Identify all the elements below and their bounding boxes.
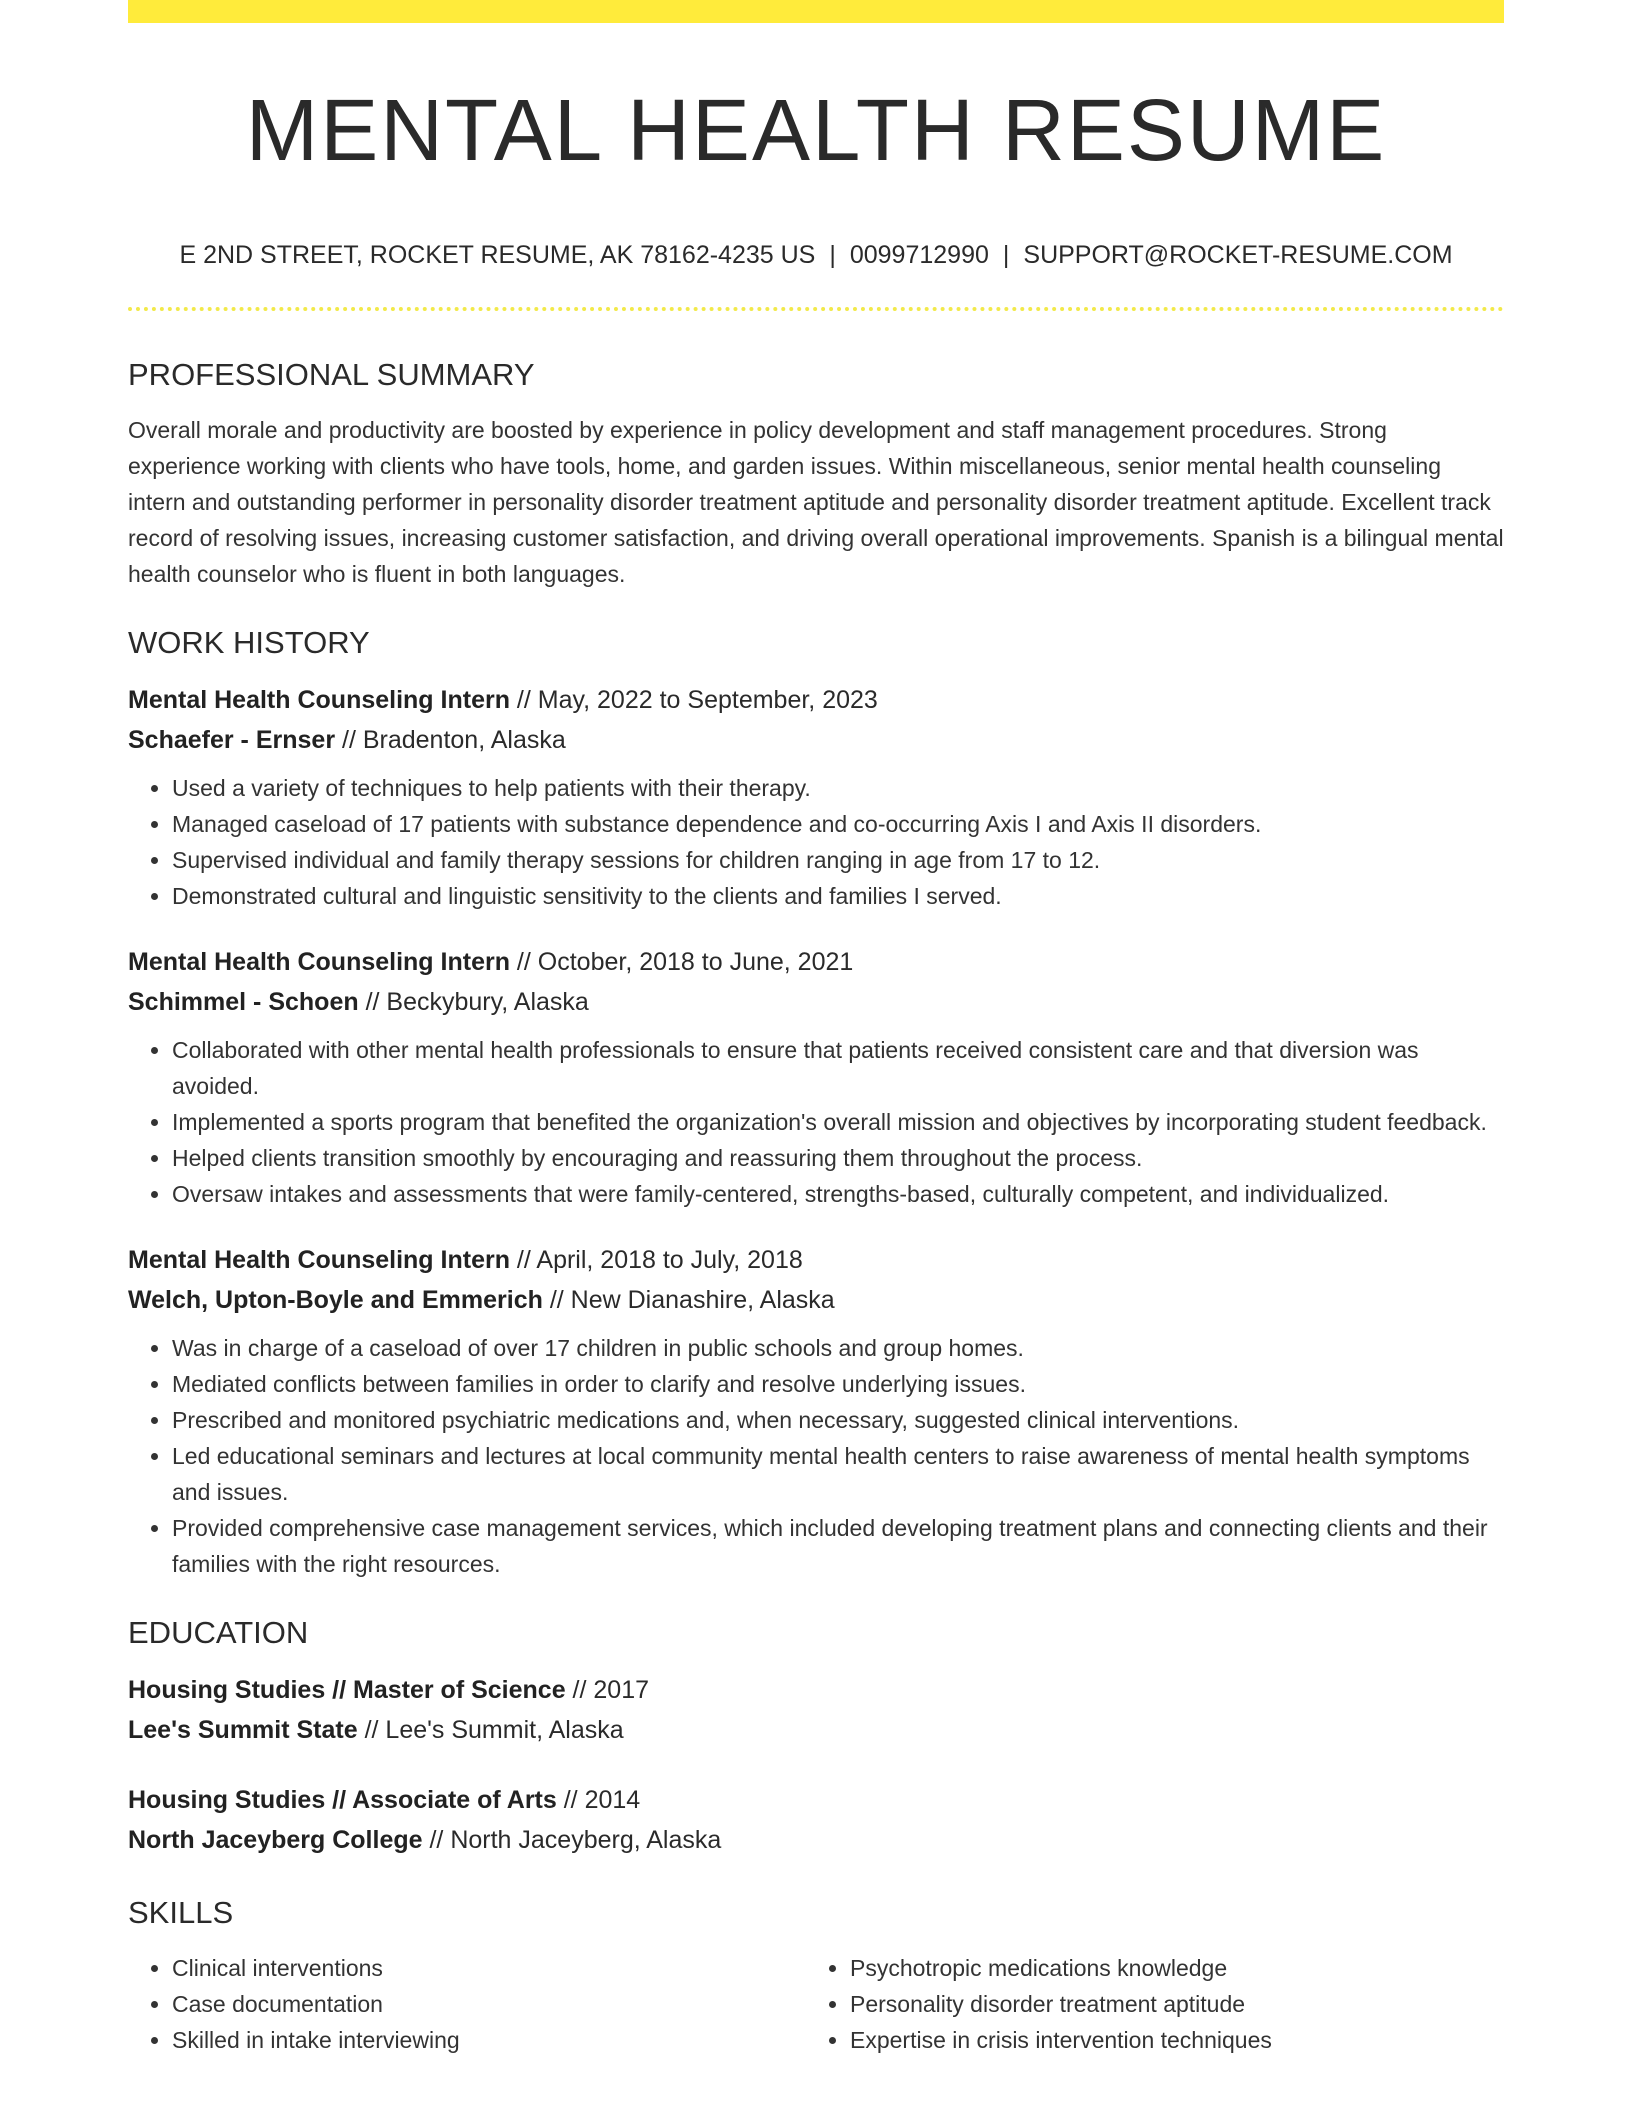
skill-item: • Clinical interventions [172,1950,806,1986]
job-bullets [128,770,1504,914]
job-bullets [128,1330,1504,1582]
dotted-divider [128,307,1504,311]
job-bullet: • Mediated conflicts between families in order to clarify and resolve underlying issues. [172,1366,1504,1402]
job-company: Schimmel - Schoen [128,988,359,1016]
resume-content [128,352,1504,2058]
job-bullet: • Provided comprehensive case management services, which included developing treatment plans and connecting clients and their families with the right resources. [172,1510,1504,1582]
job-bullets [128,1032,1504,1212]
job-bullet: • Used a variety of techniques to help patients with their therapy. [172,770,1504,806]
skill-item: • Skilled in intake interviewing [172,2022,806,2058]
job-bullet: • Prescribed and monitored psychiatric medications and, when necessary, suggested clinical interventions. [172,1402,1504,1438]
job-entry [128,942,1504,1212]
accent-bar [128,0,1504,23]
job-bullet: • Was in charge of a caseload of over 17 children in public schools and group homes. [172,1330,1504,1366]
job-location: // Bradenton, Alaska [335,726,566,754]
graduation-year: // 2014 [556,1786,641,1814]
job-dates: // October, 2018 to June, 2021 [509,948,854,976]
school-line [128,1710,1504,1750]
contact-separator: | [829,241,836,269]
skills-heading: SKILLS [128,1895,234,1930]
job-title-line [128,1240,1504,1280]
job-role: Mental Health Counseling Intern [128,686,510,714]
job-bullet: • Demonstrated cultural and linguistic sensitivity to the clients and families I served. [172,878,1504,914]
school-location: // North Jaceyberg, Alaska [422,1826,722,1854]
job-company: Welch, Upton-Boyle and Emmerich [128,1286,543,1314]
skills-columns [128,1950,1504,2058]
contact-separator: | [1002,241,1010,269]
degree-line [128,1780,1504,1820]
school-name: North Jaceyberg College [128,1826,423,1854]
skill-item: • Personality disorder treatment aptitude [850,1986,1484,2022]
job-location: // New Dianashire, Alaska [542,1286,835,1314]
graduation-year: // 2017 [565,1676,650,1704]
contact-line [128,238,1504,272]
email: SUPPORT@ROCKET-RESUME.COM [1023,241,1453,269]
job-role: Mental Health Counseling Intern [128,948,510,976]
summary-heading: PROFESSIONAL SUMMARY [128,357,535,392]
work-history-heading: WORK HISTORY [128,625,370,660]
job-role: Mental Health Counseling Intern [128,1246,510,1274]
job-bullet: • Led educational seminars and lectures at local community mental health centers to raise awareness of mental health symptoms and issues. [172,1438,1504,1510]
degree: Housing Studies // Associate of Arts [128,1786,557,1814]
school-name: Lee's Summit State [128,1716,358,1744]
phone: 0099712990 [849,241,989,269]
resume-name: MENTAL HEALTH RESUME [245,82,1387,179]
job-bullet: • Managed caseload of 17 patients with substance dependence and co-occurring Axis I and Axis II disorders. [172,806,1504,842]
job-company-line [128,720,1504,760]
skill-item: • Psychotropic medications knowledge [850,1950,1484,1986]
job-bullet: • Supervised individual and family therapy sessions for children ranging in age from 17 to 12. [172,842,1504,878]
summary-text: Overall morale and productivity are boosted by experience in policy development and staff management procedures. Strong experience working with clients who have tools, home, and garden issues. Within miscellaneous, senior mental health counseling intern and outstanding performer in personality disorder treatment aptitude and personality disorder treatment aptitude. Excellent track record of resolving issues, increasing customer satisfaction, and driving overall operational improvements. Spanish is a bilingual mental health counselor who is fluent in both languages. [128,417,1504,587]
job-bullet: • Implemented a sports program that benefited the organization's overall mission and objectives by incorporating student feedback. [172,1104,1504,1140]
job-entry [128,1240,1504,1582]
job-entry [128,680,1504,914]
job-company-line [128,982,1504,1022]
degree-line [128,1670,1504,1710]
job-bullet: • Oversaw intakes and assessments that were family-centered, strengths-based, culturally competent, and individualized. [172,1176,1504,1212]
skill-item: • Expertise in crisis intervention techniques [850,2022,1484,2058]
job-title-line [128,942,1504,982]
job-location: // Beckybury, Alaska [358,988,589,1016]
skills-left-column [128,1950,806,2058]
education-entry [128,1670,1504,1750]
school-line [128,1820,1504,1860]
job-company-line [128,1280,1504,1320]
job-company: Schaefer - Ernser [128,726,336,754]
job-dates: // April, 2018 to July, 2018 [509,1246,803,1274]
job-dates: // May, 2022 to September, 2023 [509,686,878,714]
job-bullet: • Helped clients transition smoothly by encouraging and reassuring them throughout the process. [172,1140,1504,1176]
degree: Housing Studies // Master of Science [128,1676,566,1704]
address: E 2ND STREET, ROCKET RESUME, AK 78162-4235 US [179,241,816,269]
skill-item: • Case documentation [172,1986,806,2022]
job-bullet: • Collaborated with other mental health professionals to ensure that patients received consistent care and that diversion was avoided. [172,1032,1504,1104]
skills-right-column [806,1950,1484,2058]
education-entry [128,1780,1504,1860]
job-title-line [128,680,1504,720]
education-heading: EDUCATION [128,1615,309,1650]
school-location: // Lee's Summit, Alaska [357,1716,624,1744]
